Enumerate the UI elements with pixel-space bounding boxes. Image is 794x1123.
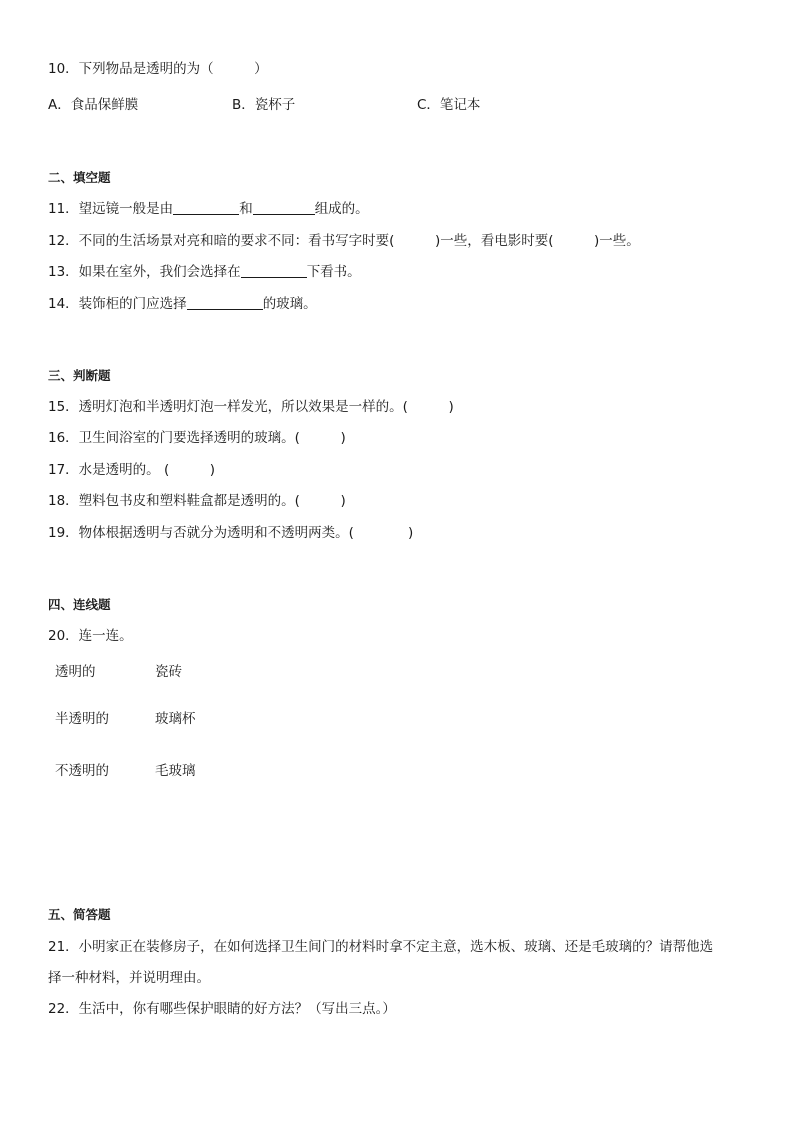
match-left-item: 不透明的 (55, 763, 109, 779)
q14-text-b: 的玻璃。 (262, 296, 317, 312)
question-18: 18．塑料包书皮和塑料鞋盒都是透明的。( ) (48, 493, 346, 509)
question-15: 15．透明灯泡和半透明灯泡一样发光，所以效果是一样的。( ) (48, 399, 454, 415)
q11-text-b: 和 (239, 201, 253, 217)
answer-blank (253, 200, 315, 215)
q10-option-a: A．食品保鲜膜 (48, 97, 139, 113)
question-12: 12．不同的生活场景对亮和暗的要求不同：看书写字时要( )一些，看电影时要( )一些。 (48, 233, 640, 249)
section-true-false-title: 三、判断题 (48, 368, 111, 383)
question-17: 17．水是透明的。 ( ) (48, 462, 216, 478)
q10-option-b: B．瓷杯子 (232, 97, 296, 113)
answer-blank (173, 200, 239, 215)
section-short-answer-title: 五、简答题 (48, 907, 111, 922)
match-right-item: 玻璃杯 (155, 711, 196, 727)
q10-option-c: C．笔记本 (417, 97, 481, 113)
section-matching-title: 四、连线题 (48, 597, 111, 612)
section-fill-blank-title: 二、填空题 (48, 170, 111, 185)
question-19: 19．物体根据透明与否就分为透明和不透明两类。( ) (48, 525, 414, 541)
question-10: 10．下列物品是透明的为（ ） (48, 61, 268, 77)
question-21-line-1: 21．小明家正在装修房子，在如何选择卫生间门的材料时拿不定主意，选木板、玻璃、还是毛玻璃的？请帮他选 (48, 939, 714, 955)
question-21-line-2: 择一种材料，并说明理由。 (48, 970, 210, 986)
question-13 (48, 263, 361, 281)
match-left-item: 透明的 (55, 664, 96, 680)
match-right-item: 毛玻璃 (155, 763, 196, 779)
answer-blank (187, 295, 263, 310)
q13-text-a: 13．如果在室外，我们会选择在 (48, 264, 241, 280)
question-16: 16．卫生间浴室的门要选择透明的玻璃。( ) (48, 430, 346, 446)
q11-text-a: 11．望远镜一般是由 (48, 201, 174, 217)
question-14 (48, 295, 317, 313)
question-20: 20．连一连。 (48, 628, 133, 644)
q13-text-b: 下看书。 (306, 264, 361, 280)
q14-text-a: 14．装饰柜的门应选择 (48, 296, 187, 312)
match-left-item: 半透明的 (55, 711, 109, 727)
question-22: 22．生活中，你有哪些保护眼睛的好方法？（写出三点。） (48, 1001, 396, 1017)
answer-blank (241, 263, 307, 278)
question-11 (48, 200, 369, 218)
match-right-item: 瓷砖 (155, 664, 182, 680)
q11-text-c: 组成的。 (314, 201, 369, 217)
